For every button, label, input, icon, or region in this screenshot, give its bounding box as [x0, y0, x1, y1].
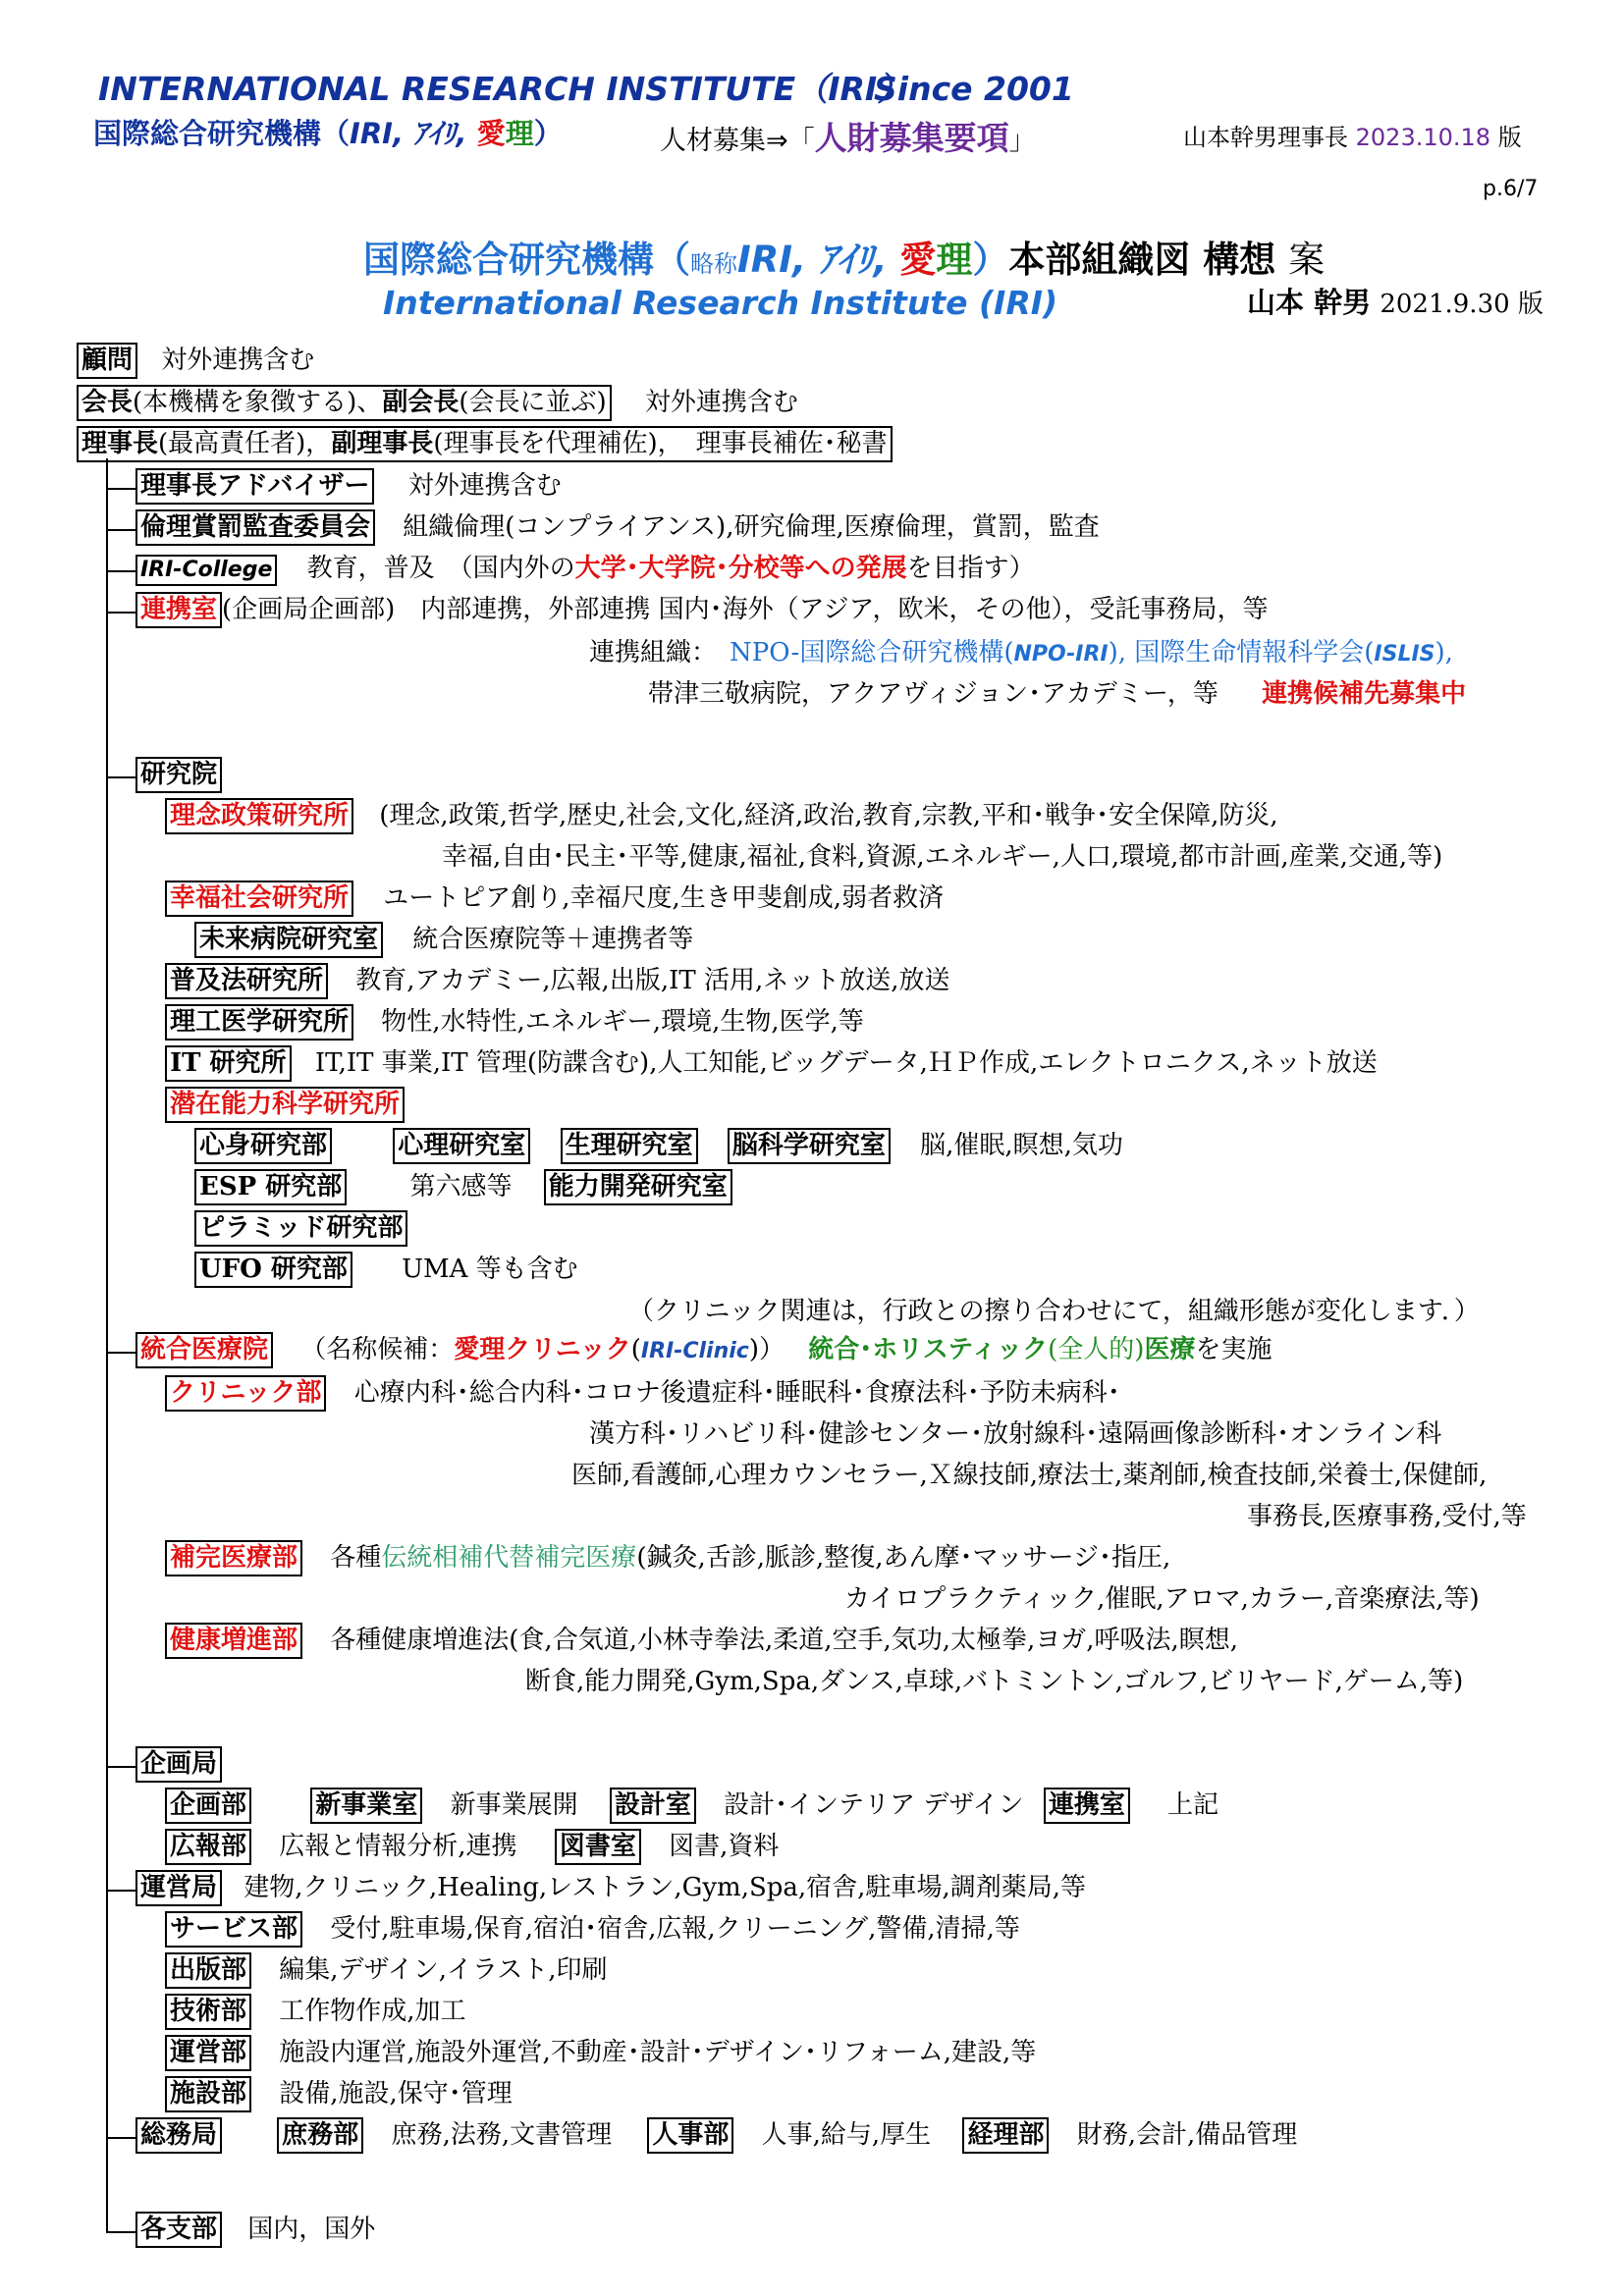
row-ufo: UFO 研究部 UMA 等も含む [194, 1256, 578, 1282]
box-health[interactable]: 健康増進部 [165, 1623, 302, 1659]
box-facility[interactable]: 施設部 [165, 2076, 251, 2112]
box-affairs[interactable]: 庶務部 [277, 2117, 363, 2154]
box-college[interactable]: IRI-College [135, 555, 277, 586]
row-mgmt: 運営部 施設内運営,施設外運営,不動産･設計･デザイン･リフォーム,建設,等 [165, 2040, 1036, 2065]
box-general[interactable]: 総務局 [135, 2117, 222, 2154]
row-liaison-orgs: 連携組織： NPO-国際総合研究機構(NPO-IRI), 国際生命情報科学会(ISLIS), [589, 638, 1453, 667]
box-brain[interactable]: 脳科学研究室 [728, 1128, 891, 1164]
box-branches[interactable]: 各支部 [135, 2212, 222, 2248]
box-ethics[interactable]: 倫理賞罰監査委員会 [135, 509, 375, 546]
header-recruit-link[interactable]: 人財募集要項 [814, 119, 1009, 157]
box-library[interactable]: 図書室 [555, 1829, 641, 1865]
box-ufo[interactable]: UFO 研究部 [194, 1252, 352, 1288]
box-pr[interactable]: 広報部 [165, 1829, 251, 1865]
row-potential [165, 1092, 405, 1117]
row-pyramid [194, 1215, 407, 1241]
branch-line [106, 1890, 135, 1892]
box-chair[interactable]: 会長(本機構を象徴する)、副会長(会長に並ぶ) [77, 385, 612, 421]
box-happy[interactable]: 幸福社会研究所 [165, 881, 353, 917]
branch-line [106, 1352, 135, 1354]
title-author: 山本 幹男 2021.9.30 版 [1247, 286, 1543, 319]
header-title-en: INTERNATIONAL RESEARCH INSTITUTE（IRI） [98, 70, 910, 108]
box-plan[interactable]: 企画部 [165, 1788, 251, 1824]
row-policy-2: 幸福,自由･民主･平等,健康,福祉,食料,資源,エネルギー,人口,環境,都市計画,産業,交通,等) [442, 842, 1443, 872]
header-since: Since 2001 [874, 70, 1074, 108]
box-clinic[interactable]: クリニック部 [165, 1375, 326, 1412]
box-operations[interactable]: 運営局 [135, 1870, 222, 1906]
tree-trunk [106, 458, 108, 2233]
branch-line [106, 488, 135, 490]
box-physio[interactable]: 生理研究室 [561, 1128, 698, 1164]
box-liaison[interactable]: 連携室 [135, 592, 222, 628]
branch-line [106, 2231, 135, 2233]
row-advisor: 顧問 対外連携含む [77, 347, 314, 373]
box-newbiz[interactable]: 新事業室 [310, 1788, 422, 1824]
branch-line [106, 529, 135, 531]
box-research[interactable]: 研究院 [135, 757, 222, 793]
box-psych[interactable]: 心理研究室 [393, 1128, 530, 1164]
row-liaison-orgs-2: 帯津三敬病院，アクアヴィジョン･アカデミー，等 連携候補先募集中 [648, 679, 1467, 709]
box-science[interactable]: 理工医学研究所 [165, 1004, 353, 1041]
row-college: IRI-College 教育，普及 （国内外の大学･大学院･分校等への発展を目指す） [135, 556, 1035, 581]
box-acct[interactable]: 経理部 [962, 2117, 1049, 2154]
row-publish: 出版部 編集,デザイン,イラスト,印刷 [165, 1957, 607, 1983]
row-comp-2: カイロプラクティック,催眠,アロマ,カラー,音楽療法,等) [844, 1584, 1480, 1614]
row-adviser: 理事長アドバイザー 対外連携含む [135, 473, 562, 499]
box-advisor[interactable]: 顧問 [77, 343, 137, 379]
row-clinic: クリニック部 心療内科･総合内科･コロナ後遺症科･睡眠科･食療法科･予防未病科･ [165, 1380, 1120, 1406]
row-spread: 普及法研究所 教育,アカデミー,広報,出版,IT 活用,ネット放送,放送 [165, 968, 950, 993]
box-planning[interactable]: 企画局 [135, 1746, 222, 1783]
box-plan-liaison[interactable]: 連携室 [1044, 1788, 1130, 1824]
header-edition: 2023.10.18 [1355, 124, 1491, 151]
row-plan: 企画部 新事業室 新事業展開 設計室 設計･インテリア デザイン 連携室 上記 [165, 1792, 1218, 1818]
box-potential[interactable]: 潜在能力科学研究所 [165, 1087, 405, 1123]
box-comp[interactable]: 補完医療部 [165, 1540, 302, 1576]
box-publish[interactable]: 出版部 [165, 1952, 251, 1989]
box-director[interactable]: 理事長(最高責任者)，副理事長(理事長を代理補佐)， 理事長補佐･秘書 [77, 426, 893, 462]
box-hr[interactable]: 人事部 [647, 2117, 733, 2154]
row-policy: 理念政策研究所 (理念,政策,哲学,歴史,社会,文化,経済,政治,教育,宗教,平和･戦争･安全保障,防災, [165, 803, 1278, 828]
box-service[interactable]: サービス部 [165, 1911, 302, 1948]
branch-line [106, 570, 135, 572]
row-tech: 技術部 工作物作成,加工 [165, 1999, 466, 2024]
liaison-recruit: 連携候補先募集中 [1262, 679, 1467, 709]
row-operations: 運営局 建物,クリニック,Healing,レストラン,Gym,Spa,宿舎,駐車場,調剤薬局,等 [135, 1875, 1086, 1900]
header-org-line: 国際総合研究機構（IRI, ｱｲﾘ, 愛理） [93, 117, 563, 150]
row-clinic-3: 医師,看護師,心理カウンセラー,Ｘ線技師,療法士,薬剤師,検査技師,栄養士,保健師, [571, 1461, 1488, 1490]
row-chair: 会長(本機構を象徴する)、副会長(会長に並ぶ) 対外連携含む [77, 390, 798, 415]
page-number: p.6/7 [1483, 177, 1539, 201]
branch-line [106, 776, 135, 778]
box-pyramid[interactable]: ピラミッド研究部 [194, 1210, 407, 1247]
row-planning [135, 1751, 222, 1777]
page-subtitle-en: International Research Institute (IRI) [383, 284, 1058, 322]
row-science: 理工医学研究所 物性,水特性,エネルギー,環境,生物,医学,等 [165, 1009, 864, 1035]
row-esp: ESP 研究部 第六感等 能力開発研究室 [194, 1174, 732, 1200]
box-adviser[interactable]: 理事長アドバイザー [135, 468, 374, 505]
page-title: 国際総合研究機構（略称IRI, ｱｲﾘ, 愛理）本部組織図 構想 案 [363, 239, 1326, 281]
row-research [135, 762, 222, 787]
clinic-remark: （クリニック関連は，行政との擦り合わせにて，組織形態が変化します．） [628, 1297, 1480, 1326]
row-pr: 広報部 広報と情報分析,連携 図書室 図書,資料 [165, 1834, 779, 1859]
row-it: IT 研究所 IT,IT 事業,IT 管理(防諜含む),人工知能,ビッグデータ,ＨＰ作成,エレクトロニクス,ネット放送 [165, 1050, 1378, 1076]
header-org-abbr: IRI, ｱｲﾘ, [350, 117, 477, 150]
box-it[interactable]: IT 研究所 [165, 1045, 292, 1082]
box-tech[interactable]: 技術部 [165, 1994, 251, 2030]
row-general: 総務局 庶務部 庶務,法務,文書管理 人事部 人事,給与,厚生 経理部 財務,会計,備品管理 [135, 2122, 1297, 2148]
row-clinic-4: 事務長,医療事務,受付,等 [1247, 1502, 1527, 1531]
row-health-2: 断食,能力開発,Gym,Spa,ダンス,卓球,バトミントン,ゴルフ,ビリヤード,ゲーム,等) [525, 1667, 1464, 1696]
box-mgmt[interactable]: 運営部 [165, 2035, 251, 2071]
row-medical: 統合医療院 （名称候補：愛理クリニック(IRI-Clinic)） 統合･ホリスティック(全人的)医療を実施 [135, 1337, 1272, 1362]
box-mindbody[interactable]: 心身研究部 [194, 1128, 332, 1164]
box-medical[interactable]: 統合医療院 [135, 1332, 273, 1368]
row-mindbody: 心身研究部 心理研究室 生理研究室 脳科学研究室 脳,催眠,瞑想,気功 [194, 1133, 1123, 1158]
branch-line [106, 612, 135, 614]
branch-line [106, 2137, 135, 2139]
box-spread[interactable]: 普及法研究所 [165, 963, 328, 999]
row-director [77, 431, 893, 456]
row-clinic-2: 漢方科･リハビリ科･健診センター･放射線科･遠隔画像診断科･オンライン科 [589, 1419, 1442, 1449]
box-hospital[interactable]: 未来病院研究室 [194, 922, 383, 958]
header-recruit: 人材募集⇒「人財募集要項」 [660, 119, 1036, 157]
row-health: 健康増進部 各種健康増進法(食,合気道,小林寺拳法,柔道,空手,気功,太極拳,ヨガ,呼吸法,瞑想, [165, 1628, 1238, 1653]
header-author: 山本幹男理事長 2023.10.18 版 [1183, 124, 1522, 151]
box-ability[interactable]: 能力開発研究室 [544, 1169, 732, 1205]
row-ethics: 倫理賞罰監査委員会 組織倫理(コンプライアンス),研究倫理,医療倫理，賞罰，監査 [135, 514, 1100, 540]
header-org-jp: 国際総合研究機構 [93, 117, 322, 150]
row-service: サービス部 受付,駐車場,保育,宿泊･宿舎,広報,クリーニング,警備,清掃,等 [165, 1916, 1020, 1942]
row-hospital: 未来病院研究室 統合医療院等＋連携者等 [194, 927, 693, 952]
box-policy[interactable]: 理念政策研究所 [165, 798, 353, 834]
branch-line [106, 1766, 135, 1768]
row-liaison: 連携室 (企画局企画部) 内部連携，外部連携 国内･海外（アジア，欧米，その他），受託事務局，等 [135, 597, 1268, 622]
row-comp: 補完医療部 各種伝統相補代替補完医療(鍼灸,舌診,脈診,整復,あん摩･マッサージ･指圧, [165, 1545, 1170, 1571]
row-branches: 各支部 国内，国外 [135, 2216, 375, 2242]
row-happy: 幸福社会研究所 ユートピア創り,幸福尺度,生き甲斐創成,弱者救済 [165, 885, 944, 911]
box-esp[interactable]: ESP 研究部 [194, 1169, 347, 1205]
box-design[interactable]: 設計室 [610, 1788, 696, 1824]
row-facility: 施設部 設備,施設,保守･管理 [165, 2081, 513, 2107]
